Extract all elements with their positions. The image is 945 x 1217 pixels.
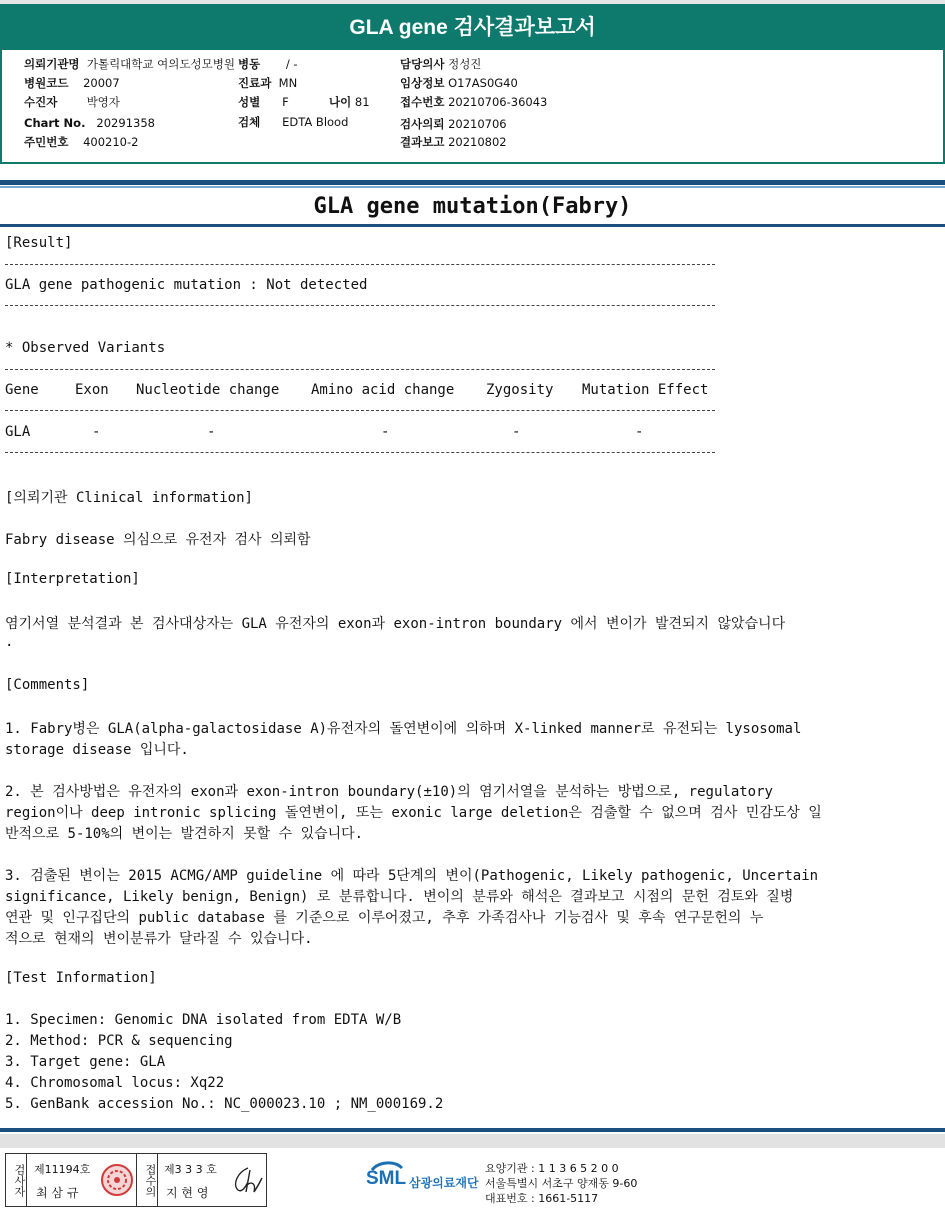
- age-label: 나이: [329, 95, 352, 109]
- test-info-item: 1. Specimen: Genomic DNA isolated from EDTA W/B: [5, 1012, 402, 1028]
- table-header-nucleotide: Nucleotide change: [136, 382, 280, 398]
- report-date-value: 20210802: [448, 135, 507, 149]
- receiver-name: 지 현 영: [166, 1186, 209, 1200]
- clinical-info-label: 임상정보: [400, 76, 445, 90]
- logo-text: SML: [366, 1168, 407, 1189]
- inspector-seal-icon: [100, 1160, 134, 1200]
- receipt-no-value: 20210706-36043: [448, 95, 548, 109]
- table-cell-nucleotide: -: [207, 424, 216, 440]
- hospital-code-value: 20007: [83, 76, 120, 90]
- doctor-value: 정성진: [448, 57, 482, 71]
- table-cell-exon: -: [92, 424, 101, 440]
- doctor-label: 담당의사: [400, 57, 445, 71]
- interpretation-heading: [Interpretation]: [5, 571, 140, 587]
- inspector-name: 최 삼 규: [36, 1186, 79, 1200]
- comment-2-line-2: region이나 deep intronic splicing 돌연변이, 또는 exonic large deletion은 검출할 수 없으며 검사 민감도상 일: [5, 805, 822, 821]
- receipt-no-field: [400, 94, 547, 110]
- chart-no-value: 20291358: [96, 116, 155, 130]
- comments-heading: [Comments]: [5, 677, 90, 693]
- comment-1-line-1: 1. Fabry병은 GLA(alpha-galactosidase A)유전자의 돌연변이에 의하며 X-linked manner로 유전되는 lysosomal: [5, 721, 802, 737]
- report-header-title: GLA gene 검사결과보고서: [2, 6, 943, 50]
- specimen-value: EDTA Blood: [282, 115, 349, 129]
- request-date-value: 20210706: [448, 117, 507, 131]
- hospital-code-field: [24, 75, 120, 91]
- resident-no-field: [24, 134, 138, 150]
- department-value: MN: [278, 76, 298, 90]
- department-field: [238, 75, 297, 91]
- hospital-value: 가톨릭대학교 여의도성모병원: [86, 57, 235, 71]
- title-top-bar: [0, 180, 945, 185]
- divider: [5, 264, 715, 265]
- divider: [5, 410, 715, 411]
- age-value: 81: [354, 95, 370, 109]
- clinical-info-text: Fabry disease 의심으로 유전자 검사 의뢰함: [5, 532, 311, 548]
- patient-field: [24, 94, 120, 110]
- table-cell-gene: GLA: [5, 424, 31, 440]
- report-footer: [0, 1150, 945, 1217]
- test-info-item: 3. Target gene: GLA: [5, 1054, 166, 1070]
- sex-field: [238, 94, 289, 110]
- clinical-info-value: O17AS0G40: [448, 76, 518, 90]
- report-date-label: 결과보고: [400, 135, 445, 149]
- chart-no-label: Chart No.: [24, 116, 86, 130]
- specimen-field: [238, 114, 348, 130]
- signature-icon: [228, 1162, 264, 1198]
- hospital-field: [24, 56, 235, 72]
- test-info-item: 5. GenBank accession No.: NC_000023.10 ; NM_000169.2: [5, 1096, 444, 1112]
- sex-value: F: [282, 95, 289, 109]
- patient-value: 박영자: [86, 95, 120, 109]
- comment-3-line-2: significance, Likely benign, Benign) 로 분류합니다. 변이의 분류와 해석은 결과보고 시점의 문헌 검토와 질병: [5, 889, 794, 905]
- age-field: [329, 94, 370, 110]
- table-header-exon: Exon: [75, 382, 109, 398]
- chart-no-field: [24, 116, 155, 130]
- result-line: GLA gene pathogenic mutation : Not detected: [5, 277, 368, 293]
- receiver-label: 접수의: [136, 1154, 158, 1206]
- interpretation-text-end: .: [5, 634, 14, 650]
- comment-3-line-4: 적으로 현재의 변이분류가 달라질 수 있습니다.: [5, 931, 313, 947]
- hospital-code-label: 병원코드: [24, 76, 69, 90]
- request-date-label: 검사의뢰: [400, 117, 445, 131]
- inspector-label: 검사자: [6, 1154, 27, 1206]
- hospital-label: 의뢰기관명: [24, 57, 80, 71]
- table-header-gene: Gene: [5, 382, 39, 398]
- table-cell-zygosity: -: [512, 424, 521, 440]
- comment-3-line-3: 연관 및 인구집단의 public database 를 기준으로 이루어졌고, 추후 가족검사나 기능검사 및 후속 연구문헌의 누: [5, 910, 764, 926]
- org-logo: [366, 1158, 406, 1190]
- table-cell-mutation-effect: -: [635, 424, 644, 440]
- request-date-field: [400, 116, 507, 132]
- divider: [5, 452, 715, 453]
- comment-2-line-1: 2. 본 검사방법은 유전자의 exon과 exon-intron boundary(±10)의 염기서열을 분석하는 방법으로, regulatory: [5, 784, 773, 800]
- table-header-mutation-effect: Mutation Effect: [582, 382, 709, 398]
- title-bottom-bar: [0, 224, 945, 227]
- report-header: [0, 4, 945, 164]
- footer-dark-bar: [0, 1128, 945, 1132]
- resident-no-label: 주민번호: [24, 135, 69, 149]
- clinical-info-heading: [의뢰기관 Clinical information]: [5, 490, 253, 506]
- footer-gray-bar: [0, 1134, 945, 1148]
- receipt-no-label: 접수번호: [400, 95, 445, 109]
- observed-variants-heading: * Observed Variants: [5, 340, 166, 356]
- inspector-number: 제11194호: [34, 1163, 91, 1176]
- table-header-amino-acid: Amino acid change: [311, 382, 455, 398]
- report-date-field: [400, 134, 507, 150]
- comment-2-line-3: 반적으로 5-10%의 변이는 발견하지 못할 수 있습니다.: [5, 826, 364, 842]
- divider: [5, 305, 715, 306]
- signature-box: [5, 1153, 267, 1207]
- divider: [5, 369, 715, 370]
- doctor-field: [400, 56, 481, 72]
- clinical-info-field: [400, 75, 518, 91]
- report-title: GLA gene mutation(Fabry): [313, 194, 632, 219]
- org-name: 삼광의료재단: [409, 1176, 479, 1190]
- org-address: 서울특별시 서초구 양재동 9-60: [485, 1177, 638, 1190]
- org-phone: 대표번호 : 1661-5117: [485, 1192, 599, 1205]
- interpretation-text: 염기서열 분석결과 본 검사대상자는 GLA 유전자의 exon과 exon-intron boundary 에서 변이가 발견되지 않았습니다: [5, 616, 786, 632]
- test-info-heading: [Test Information]: [5, 970, 157, 986]
- department-label: 진료과: [238, 76, 272, 90]
- patient-label: 수진자: [24, 95, 58, 109]
- comment-1-line-2: storage disease 입니다.: [5, 742, 189, 758]
- title-top-thin-bar: [0, 186, 945, 188]
- sex-label: 성별: [238, 95, 261, 109]
- table-cell-amino-acid: -: [381, 424, 390, 440]
- receiver-number: 제3 3 3 호: [164, 1163, 217, 1176]
- ward-label: 병동: [238, 57, 261, 71]
- specimen-label: 검체: [238, 115, 261, 129]
- comment-3-line-1: 3. 검출된 변이는 2015 ACMG/AMP guideline 에 따라 5단계의 변이(Pathogenic, Likely pathogenic, Uncertain: [5, 868, 819, 884]
- ward-field: [238, 56, 298, 72]
- table-header-zygosity: Zygosity: [486, 382, 554, 398]
- resident-no-value: 400210-2: [83, 135, 139, 149]
- ward-value: / -: [285, 57, 298, 71]
- test-info-item: 2. Method: PCR & sequencing: [5, 1033, 233, 1049]
- org-code: 요양기관 : 1 1 3 6 5 2 0 0: [485, 1162, 619, 1175]
- result-heading: [Result]: [5, 235, 73, 251]
- test-info-item: 4. Chromosomal locus: Xq22: [5, 1075, 225, 1091]
